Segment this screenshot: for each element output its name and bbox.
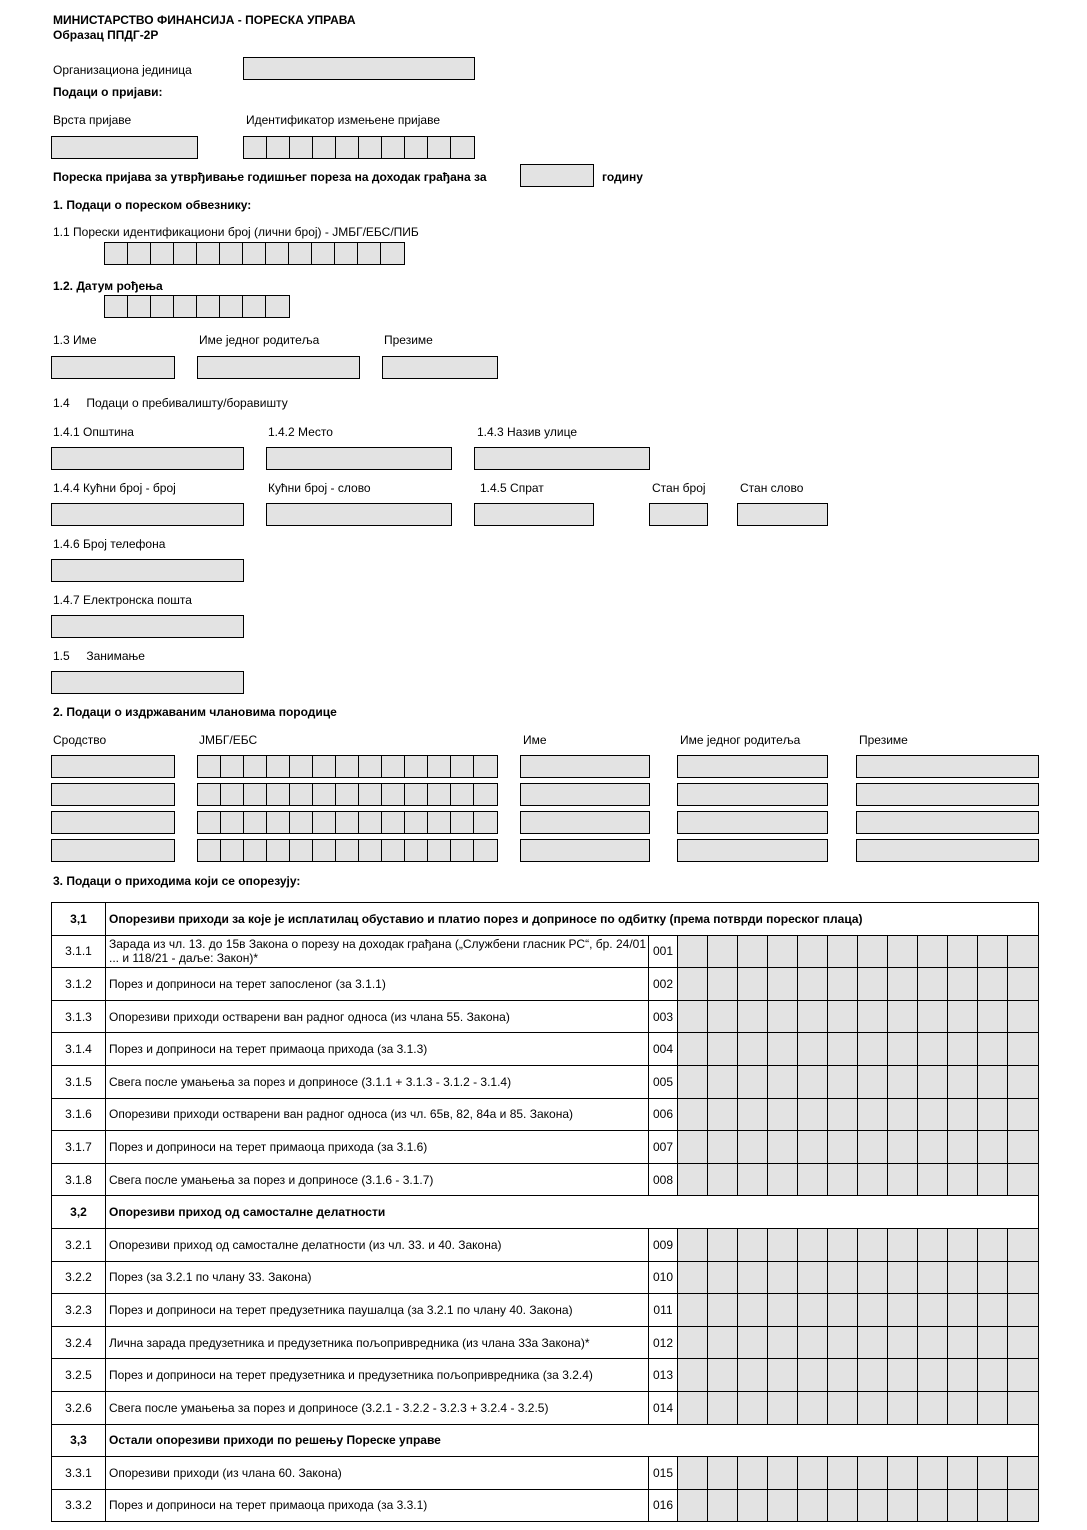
row-description: Опорезиви приход од самосталне делатности — [109, 1205, 386, 1220]
row-number: 016 — [649, 1490, 678, 1522]
table-row — [52, 1066, 1038, 1099]
amount-cells[interactable] — [678, 936, 1038, 968]
family-parent-field[interactable] — [677, 783, 828, 806]
floor-field[interactable] — [474, 503, 594, 526]
email-field[interactable] — [51, 615, 244, 638]
row-code: 3.3.2 — [52, 1490, 106, 1522]
org-unit-label: Организациона јединица — [53, 63, 192, 77]
family-parent-field[interactable] — [677, 811, 828, 834]
house-letter-label: Кућни број - слово — [268, 481, 371, 495]
row-number: 003 — [649, 1001, 678, 1033]
row-code: 3.2.5 — [52, 1359, 106, 1391]
family-surname-field[interactable] — [856, 839, 1039, 862]
row-code: 3.1.6 — [52, 1099, 106, 1131]
row-number: 012 — [649, 1327, 678, 1359]
report-type-field[interactable] — [51, 136, 198, 159]
last-name-label: Презиме — [384, 333, 433, 347]
table-section-row — [52, 1425, 1038, 1458]
row-code: 3.1.2 — [52, 968, 106, 1000]
row-description: Порез и доприноси на терет примаоца прихода (за 3.1.3) — [106, 1033, 649, 1065]
family-surname-field[interactable] — [856, 783, 1039, 806]
row-number: 001 — [649, 936, 678, 968]
row-description: Порез и доприноси на терет предузетника паушалца (за 3.2.1 по члану 40. Закона) — [106, 1294, 649, 1326]
col-name-label: Име — [523, 733, 547, 747]
amount-cells[interactable] — [678, 1164, 1038, 1196]
amount-cells[interactable] — [678, 1099, 1038, 1131]
family-relation-field[interactable] — [51, 783, 175, 806]
table-row — [52, 1099, 1038, 1132]
apt-no-field[interactable] — [649, 503, 708, 526]
row-code: 3.1.4 — [52, 1033, 106, 1065]
amount-cells[interactable] — [678, 1359, 1038, 1391]
occupation-label: 1.5 Занимање — [53, 649, 145, 663]
row-number: 010 — [649, 1262, 678, 1294]
changed-id-cells[interactable] — [243, 136, 475, 159]
row-code: 3.1.7 — [52, 1131, 106, 1163]
annual-return-text: Пореска пријава за утврђивање годишњег пореза на доходак грађана за — [53, 170, 487, 184]
row-code: 3.1.5 — [52, 1066, 106, 1098]
family-parent-field[interactable] — [677, 839, 828, 862]
org-unit-field[interactable] — [243, 57, 475, 80]
table-row — [52, 1327, 1038, 1360]
family-surname-field[interactable] — [856, 755, 1039, 778]
amount-cells[interactable] — [678, 968, 1038, 1000]
row-number: 005 — [649, 1066, 678, 1098]
table-row — [52, 936, 1038, 969]
row-description: Опорезиви приходи (из члана 60. Закона) — [106, 1457, 649, 1489]
parent-name-field[interactable] — [197, 356, 360, 379]
last-name-field[interactable] — [382, 356, 498, 379]
phone-field[interactable] — [51, 559, 244, 582]
row-description: Зарада из чл. 13. до 15в Закона о порезу на доходак грађана („Службени гласник РС“, бр. 24/01 ... и 118/21 - даље: Закон)* — [106, 936, 649, 968]
row-code: 3.1.1 — [52, 936, 106, 968]
row-code: 3.3.1 — [52, 1457, 106, 1489]
occupation-field[interactable] — [51, 671, 244, 694]
year-suffix: годину — [602, 170, 643, 184]
row-number: 007 — [649, 1131, 678, 1163]
residence-label: 1.4 Подаци о пребивалишту/боравишту — [53, 396, 288, 410]
apt-letter-field[interactable] — [737, 503, 828, 526]
table-row — [52, 1359, 1038, 1392]
section-2-title: 2. Подаци о издржаваним члановима породице — [53, 705, 337, 719]
house-no-field[interactable] — [51, 503, 244, 526]
amount-cells[interactable] — [678, 1294, 1038, 1326]
row-number: 002 — [649, 968, 678, 1000]
row-description: Свега после умањења за порез и доприносе (3.1.1 + 3.1.3 - 3.1.2 - 3.1.4) — [106, 1066, 649, 1098]
row-description: Опорезиви приходи за које је исплатилац обуставио и платио порез и доприносе по одбитку (према потврди пореског плаца) — [109, 911, 863, 926]
row-description: Остали опорезиви приходи по решењу Пореске управе — [109, 1433, 441, 1448]
tin-cells[interactable] — [104, 242, 405, 265]
form-code: Образац ППДГ-2Р — [53, 28, 159, 42]
dob-label: 1.2. Датум рођења — [53, 279, 163, 293]
amount-cells[interactable] — [678, 1229, 1038, 1261]
place-field[interactable] — [266, 447, 452, 470]
row-description: Опорезиви приход од самосталне делатности (из чл. 33. и 40. Закона) — [106, 1229, 649, 1261]
family-relation-field[interactable] — [51, 755, 175, 778]
amount-cells[interactable] — [678, 1392, 1038, 1424]
row-description: Порез (за 3.2.1 по члану 33. Закона) — [106, 1262, 649, 1294]
family-relation-field[interactable] — [51, 839, 175, 862]
row-code: 3,2 — [52, 1196, 106, 1228]
table-row — [52, 1001, 1038, 1034]
ministry-title: МИНИСТАРСТВО ФИНАНСИЈА - ПОРЕСКА УПРАВА — [53, 13, 356, 27]
row-code: 3.2.4 — [52, 1327, 106, 1359]
amount-cells[interactable] — [678, 1327, 1038, 1359]
table-row — [52, 1294, 1038, 1327]
row-description: Порез и доприноси на терет примаоца прихода (за 3.1.6) — [106, 1131, 649, 1163]
row-description: Порез и доприноси на терет примаоца прихода (за 3.3.1) — [106, 1490, 649, 1522]
family-id-cells[interactable] — [197, 839, 498, 862]
first-name-label: 1.3 Име — [53, 333, 97, 347]
report-type-label: Врста пријаве — [53, 113, 132, 127]
table-row — [52, 1164, 1038, 1197]
row-description: Свега после умањења за порез и доприносе (3.1.6 - 3.1.7) — [106, 1164, 649, 1196]
first-name-field[interactable] — [51, 356, 175, 379]
street-label: 1.4.3 Назив улице — [477, 425, 577, 439]
table-row — [52, 1131, 1038, 1164]
row-number: 011 — [649, 1294, 678, 1326]
row-code: 3,1 — [52, 903, 106, 935]
row-code: 3.1.3 — [52, 1001, 106, 1033]
family-name-field[interactable] — [520, 839, 650, 862]
family-relation-field[interactable] — [51, 811, 175, 834]
house-no-label: 1.4.4 Кућни број - број — [53, 481, 176, 495]
table-section-row — [52, 1196, 1038, 1229]
table-row — [52, 968, 1038, 1001]
family-id-cells[interactable] — [197, 755, 498, 778]
family-id-cells[interactable] — [197, 783, 498, 806]
row-number: 004 — [649, 1033, 678, 1065]
phone-label: 1.4.6 Број телефона — [53, 537, 166, 551]
family-id-cells[interactable] — [197, 811, 498, 834]
amount-cells[interactable] — [678, 1262, 1038, 1294]
table-row — [52, 1457, 1038, 1490]
col-parent-label: Име једног родитеља — [680, 733, 801, 747]
municipality-field[interactable] — [51, 447, 244, 470]
year-field[interactable] — [520, 164, 594, 187]
place-label: 1.4.2 Место — [268, 425, 333, 439]
row-number: 009 — [649, 1229, 678, 1261]
amount-cells[interactable] — [678, 1457, 1038, 1489]
apt-no-label: Стан број — [652, 481, 706, 495]
col-relation-label: Сродство — [53, 733, 107, 747]
amount-cells[interactable] — [678, 1490, 1038, 1522]
municipality-label: 1.4.1 Општина — [53, 425, 134, 439]
row-number: 014 — [649, 1392, 678, 1424]
report-data-label: Подаци о пријави: — [53, 85, 163, 99]
street-field[interactable] — [474, 447, 650, 470]
amount-cells[interactable] — [678, 1131, 1038, 1163]
row-number: 006 — [649, 1099, 678, 1131]
email-label: 1.4.7 Електронска пошта — [53, 593, 192, 607]
row-number: 008 — [649, 1164, 678, 1196]
row-description: Лична зарада предузетника и предузетника пољопривредника (из члана 33а Закона)* — [106, 1327, 649, 1359]
family-name-field[interactable] — [520, 811, 650, 834]
row-code: 3.2.1 — [52, 1229, 106, 1261]
row-description: Опорезиви приходи остварени ван радног односа (из члана 55. Закона) — [106, 1001, 649, 1033]
apt-letter-label: Стан слово — [740, 481, 804, 495]
floor-label: 1.4.5 Спрат — [480, 481, 544, 495]
table-row — [52, 1490, 1038, 1523]
row-code: 3.1.8 — [52, 1164, 106, 1196]
row-description: Опорезиви приходи остварени ван радног односа (из чл. 65в, 82, 84а и 85. Закона) — [106, 1099, 649, 1131]
row-number: 013 — [649, 1359, 678, 1391]
section-3-title: 3. Подаци о приходима који се опорезују: — [53, 874, 301, 888]
row-description: Порез и доприноси на терет запосленог (за 3.1.1) — [106, 968, 649, 1000]
section-1-title: 1. Подаци о пореском обвезнику: — [53, 198, 252, 212]
family-name-field[interactable] — [520, 755, 650, 778]
dob-cells[interactable] — [104, 295, 290, 318]
table-row — [52, 1392, 1038, 1425]
row-code: 3.2.3 — [52, 1294, 106, 1326]
row-code: 3.2.2 — [52, 1262, 106, 1294]
tin-label: 1.1 Порески идентификациони број (лични број) - ЈМБГ/ЕБС/ПИБ — [53, 225, 419, 239]
row-description: Порез и доприноси на терет предузетника и предузетника пољопривредника (за 3.2.4) — [106, 1359, 649, 1391]
col-id-label: ЈМБГ/ЕБС — [199, 733, 258, 747]
table-section-row — [52, 903, 1038, 936]
table-row — [52, 1262, 1038, 1295]
row-number: 015 — [649, 1457, 678, 1489]
amount-cells[interactable] — [678, 1033, 1038, 1065]
row-code: 3,3 — [52, 1425, 106, 1457]
family-parent-field[interactable] — [677, 755, 828, 778]
changed-id-label: Идентификатор измењене пријаве — [246, 113, 440, 127]
row-description: Свега после умањења за порез и доприносе (3.2.1 - 3.2.2 - 3.2.3 + 3.2.4 - 3.2.5) — [106, 1392, 649, 1424]
table-row — [52, 1033, 1038, 1066]
amount-cells[interactable] — [678, 1066, 1038, 1098]
table-row — [52, 1229, 1038, 1262]
house-letter-field[interactable] — [266, 503, 452, 526]
col-surname-label: Презиме — [859, 733, 908, 747]
family-name-field[interactable] — [520, 783, 650, 806]
parent-name-label: Име једног родитеља — [199, 333, 320, 347]
family-surname-field[interactable] — [856, 811, 1039, 834]
income-table — [51, 902, 1039, 1522]
amount-cells[interactable] — [678, 1001, 1038, 1033]
row-code: 3.2.6 — [52, 1392, 106, 1424]
